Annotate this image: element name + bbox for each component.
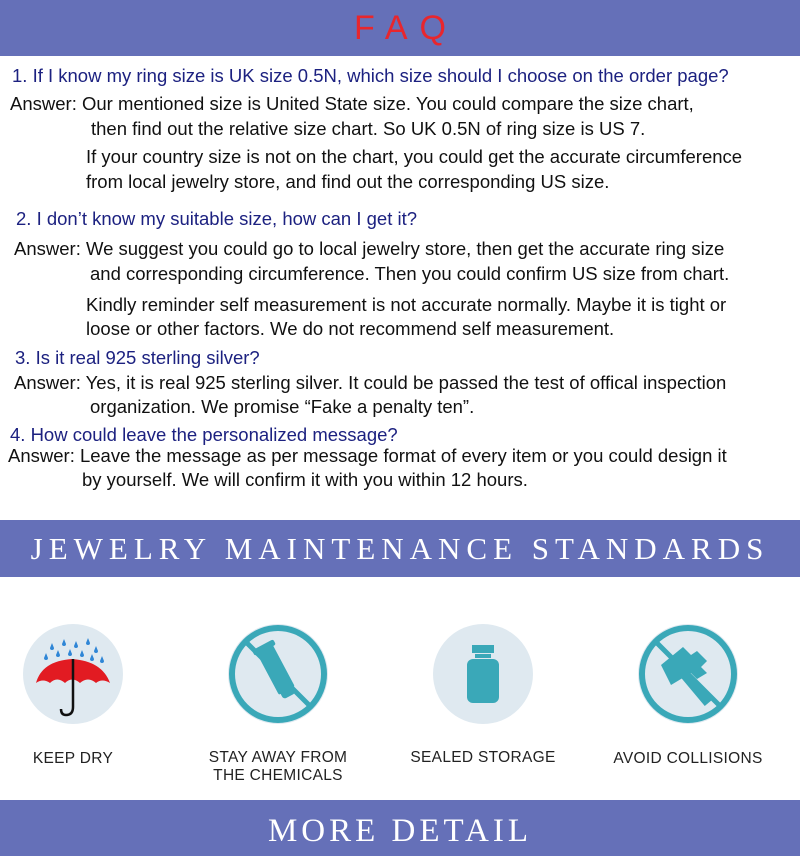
maintenance-title: JEWELRY MAINTENANCE STANDARDS (30, 530, 770, 566)
hammer-icon (637, 623, 739, 725)
faq-answer-1-line-2: then find out the relative size chart. So UK 0.5N of ring size is US 7. (91, 118, 646, 139)
faq-answer-1-line-3: If your country size is not on the chart, you could get the accurate circumference (86, 146, 743, 167)
umbrella-rain-icon (22, 623, 124, 725)
faq-answer-3-line-2: organization. We promise “Fake a penalty ten”. (90, 396, 475, 417)
faq-title: FAQ (353, 8, 459, 47)
more-detail-title: MORE DETAIL (267, 812, 533, 849)
caption-avoid-collisions-line1: AVOID COLLISIONS (613, 750, 763, 767)
faq-question-4: 4. How could leave the personalized message? (10, 424, 398, 445)
faq-question-2: 2. I don’t know my suitable size, how can I get it? (16, 208, 418, 229)
caption-keep-dry-line1: KEEP DRY (32, 750, 114, 767)
caption-keep-dry (0, 750, 173, 768)
caption-sealed-storage-line1: SEALED STORAGE (410, 749, 556, 766)
more-detail-banner (0, 800, 800, 856)
faq-answer-1-line-4: from local jewelry store, and find out the corresponding US size. (86, 171, 610, 192)
faq-banner (0, 0, 800, 56)
faq-question-1: 1. If I know my ring size is UK size 0.5N, which size should I choose on the order page? (12, 65, 729, 86)
storage-jar-icon (432, 623, 534, 725)
faq-answer-2-line-4: loose or other factors. We do not recommend self measurement. (86, 318, 615, 339)
faq-answer-4-line-1: Answer: Leave the message as per message format of every item or you could design it (8, 445, 727, 466)
faq-answer-2-line-3: Kindly reminder self measurement is not accurate normally. Maybe it is tight or (86, 294, 727, 315)
caption-avoid-collisions (588, 750, 788, 768)
faq-answer-2-line-1: Answer: We suggest you could go to local jewelry store, then get the accurate ring size (14, 238, 725, 259)
caption-chemicals-line2: THE CHEMICALS (213, 767, 343, 784)
faq-answer-3-line-1: Answer: Yes, it is real 925 sterling silver. It could be passed the test of offical inspection (14, 372, 727, 393)
caption-chemicals (178, 749, 378, 785)
faq-answer-2-line-2: and corresponding circumference. Then you could confirm US size from chart. (90, 263, 730, 284)
faq-answer-1-line-1: Answer: Our mentioned size is United State size. You could compare the size chart, (10, 93, 694, 114)
caption-chemicals-line1: STAY AWAY FROM (208, 749, 348, 766)
faq-answer-4-line-2: by yourself. We will confirm it with you within 12 hours. (82, 469, 528, 490)
caption-sealed-storage (383, 749, 583, 767)
faq-question-3: 3. Is it real 925 sterling silver? (15, 347, 260, 368)
chemical-tube-icon (227, 623, 329, 725)
maintenance-banner (0, 520, 800, 577)
